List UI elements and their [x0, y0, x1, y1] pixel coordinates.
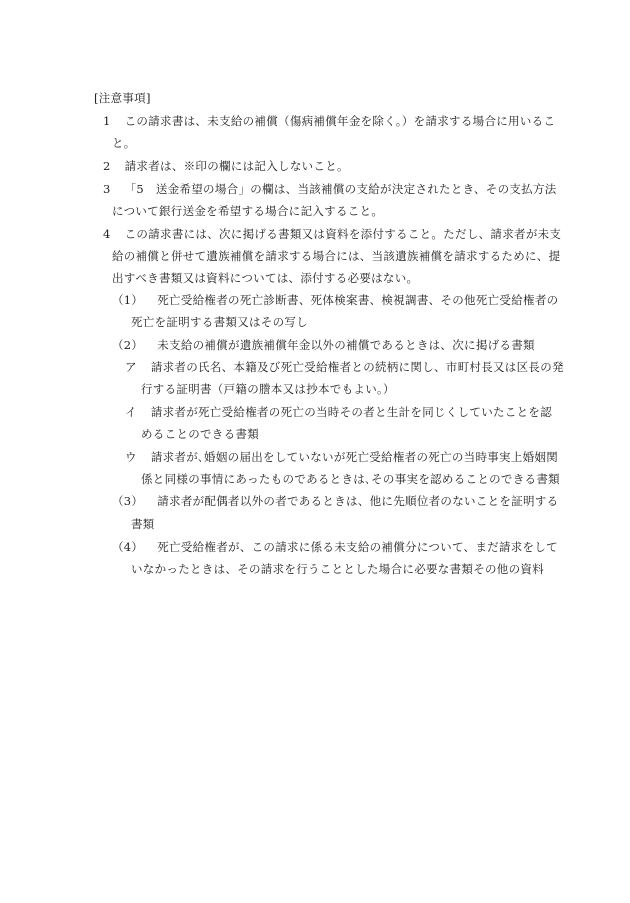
subitem-3-number: （3） [112, 494, 144, 508]
subitem-2-number: （2） [112, 338, 144, 352]
subsubitem-i-number: イ [125, 405, 137, 419]
subsubitem-i-text-1: 請求者が死亡受給権者の死亡の当時その者と生計を同じくしていたことを認 [150, 405, 553, 419]
subitem-3-text-1: 請求者が配偶者以外の者であるときは、他に先順位者のないことを証明する [157, 494, 559, 508]
item-4-line-1 [103, 226, 561, 242]
subitem-1-text-1: 死亡受給権者の死亡診断書、死体検案書、検視調書、その他死亡受給権者の [157, 293, 559, 307]
subitem-3-line-1 [112, 493, 558, 509]
subsubitem-u-text-1: 請求者が､婚姻の届出をしていないが死亡受給権者の死亡の当時事実上婚姻関 [150, 450, 559, 464]
subsubitem-i-line-1 [125, 404, 552, 420]
subsubitem-a-line-1 [125, 359, 564, 375]
item-1-line-2: と。 [112, 136, 136, 150]
subitem-2-text-1: 未支給の補償が遺族補償年金以外の補償であるときは、次に掲げる書類 [157, 338, 535, 352]
subitem-1-line-2: 死亡を証明する書類又はその写し [131, 315, 308, 329]
subsubitem-i-line-2: めることのできる書類 [141, 427, 259, 441]
item-2-line-1 [103, 158, 349, 174]
subitem-2-line-1 [112, 337, 535, 353]
item-3-text-1: 「5 送金希望の場合」の欄は、当該補償の支給が決定されたとき、その支払方法 [124, 182, 557, 196]
subitem-1-number: （1） [112, 293, 144, 307]
subitem-4-line-1 [112, 539, 558, 555]
item-3-number: 3 [103, 182, 111, 196]
subsubitem-u-line-2: 係と同様の事情にあったものであるときは､その事実を認めることのできる書類 [141, 472, 560, 486]
item-4-number: 4 [103, 227, 111, 241]
item-1-line-1 [103, 113, 555, 129]
item-1-text-1: この請求書は、未支給の補償（傷病補償年金を除く。）を請求する場合に用いるこ [124, 114, 556, 128]
subsubitem-u-line-1 [125, 449, 558, 465]
subsubitem-a-text-1: 請求者の氏名、本籍及び死亡受給権者との続柄に関し、市町村長又は区長の発 [150, 360, 564, 374]
subitem-4-number: （4） [112, 540, 144, 554]
subitem-1-line-1 [112, 292, 558, 308]
item-3-line-1 [103, 181, 557, 197]
subsubitem-a-number: ア [125, 360, 137, 374]
notes-heading: [注意事項] [94, 91, 151, 105]
subsubitem-u-number: ウ [125, 450, 137, 464]
item-4-line-3: 出すべき書類又は資料については、添付する必要はない。 [112, 271, 419, 285]
item-3-line-2: について銀行送金を希望する場合に記入すること。 [112, 204, 384, 218]
item-1-number: 1 [103, 114, 111, 128]
subitem-4-line-2: いなかったときは、その請求を行うこととした場合に必要な書類その他の資料 [131, 562, 544, 576]
item-2-number: 2 [103, 159, 111, 173]
subsubitem-a-line-2: 行する証明書（戸籍の謄本又は抄本でもよい。） [141, 382, 395, 396]
subitem-3-line-2: 書類 [131, 517, 155, 531]
subitem-4-text-1: 死亡受給権者が、この請求に係る未支給の補償分について、まだ請求をして [157, 540, 558, 554]
item-4-text-1: この請求書には、次に掲げる書類又は資料を添付すること。ただし、請求者が未支 [124, 227, 562, 241]
item-4-line-2: 給の補償と併せて遺族補償を請求する場合には、当該遺族補償を請求するために、提 [112, 249, 561, 263]
item-2-text-1: 請求者は、※印の欄には記入しないこと。 [124, 159, 349, 173]
